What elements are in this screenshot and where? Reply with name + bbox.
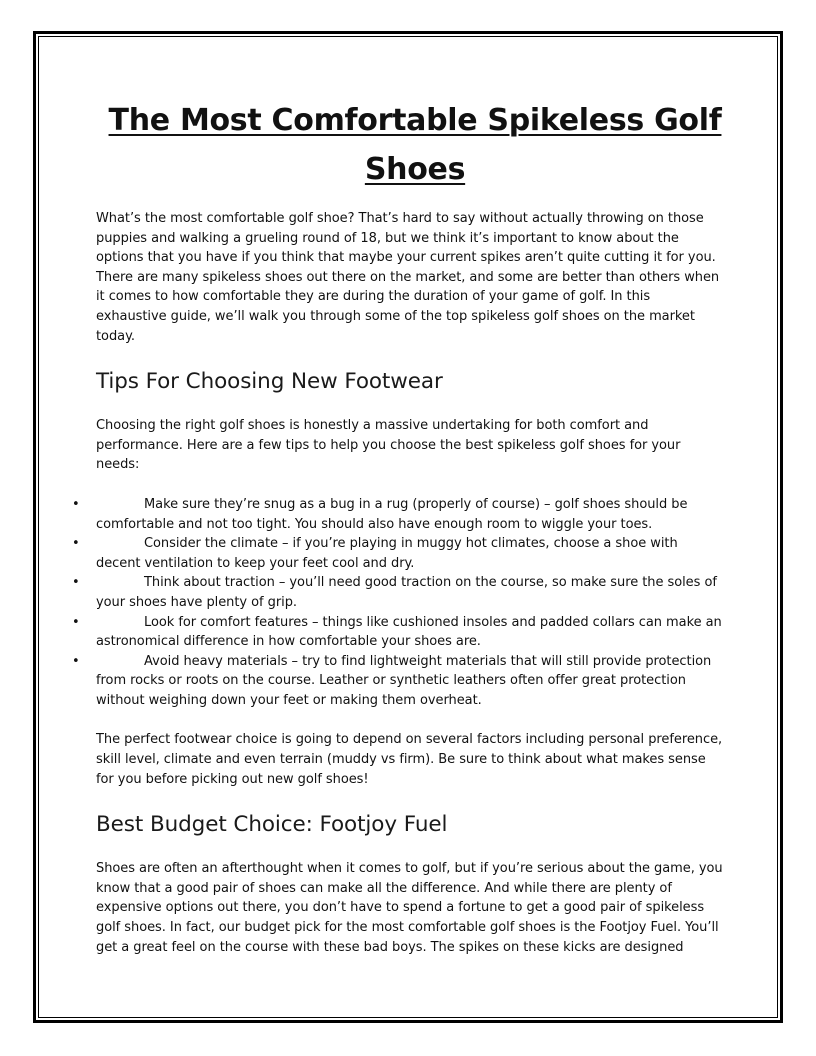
tips-outro-paragraph: The perfect footwear choice is going to depend on several factors including personal preference, skill level, climate and even terrain (muddy vs firm). Be sure to think about what makes sense for you before picking out new golf shoes! bbox=[96, 732, 723, 787]
budget-paragraph: Shoes are often an afterthought when it comes to golf, but if you’re serious about the game, you know that a good pair of shoes can make all the difference. And while there are plenty of expensive options out there, you don’t have to spend a fortune to get a good pair of spikeless golf shoes. In fact, our budget pick for the most comfortable golf shoes is the Footjoy Fuel. You’ll get a great feel on the course with these bad boys. The spikes on these kicks are designed bbox=[96, 861, 723, 955]
bullet-icon: • bbox=[72, 653, 80, 669]
section-heading-budget: Best Budget Choice: Footjoy Fuel bbox=[96, 812, 448, 838]
bullet-icon: • bbox=[72, 575, 80, 591]
list-item bbox=[72, 573, 724, 612]
list-item-text: Think about traction – you’ll need good traction on the course, so make sure the soles of your shoes have plenty of grip. bbox=[96, 575, 717, 610]
list-item bbox=[72, 534, 724, 573]
list-item-text: Consider the climate – if you’re playing in muggy hot climates, choose a shoe with decent ventilation to keep your feet cool and dry. bbox=[96, 536, 678, 571]
section-heading-tips: Tips For Choosing New Footwear bbox=[96, 369, 443, 395]
list-item-text: Make sure they’re snug as a bug in a rug (properly of course) – golf shoes should be comfortable and not too tight. You should also have enough room to wiggle your toes. bbox=[96, 496, 688, 532]
list-item bbox=[72, 652, 724, 711]
list-item bbox=[72, 495, 724, 534]
list-item-text: Avoid heavy materials – try to find lightweight materials that will still provide protection from rocks or roots on the course. Leather or synthetic leathers often offer great protection without weighing down your feet or making them overheat. bbox=[96, 653, 712, 708]
document-body bbox=[72, 96, 724, 957]
intro-paragraph: What’s the most comfortable golf shoe? That’s hard to say without actually throwing on those puppies and walking a grueling round of 18, but we think it’s important to know about the options that you have if you think that maybe your current spikes aren’t quite cutting it for you. There are many spikeless shoes out there on the market, and some are better than others when it comes to how comfortable they are during the duration of your game of golf. In this exhaustive guide, we’ll walk you through some of the top spikeless golf shoes on the market today. bbox=[96, 211, 720, 344]
tips-intro-paragraph: Choosing the right golf shoes is honestly a massive undertaking for both comfort and performance. Here are a few tips to help you choose the best spikeless golf shoes for your needs: bbox=[96, 418, 681, 473]
tips-list bbox=[72, 495, 724, 711]
list-item bbox=[72, 613, 724, 652]
bullet-icon: • bbox=[72, 536, 80, 552]
bullet-icon: • bbox=[72, 496, 80, 512]
document-title: The Most Comfortable Spikeless Golf Shoes bbox=[108, 103, 722, 187]
bullet-icon: • bbox=[72, 614, 80, 630]
list-item-text: Look for comfort features – things like cushioned insoles and padded collars can make an astronomical difference in how comfortable your shoes are. bbox=[96, 614, 722, 650]
